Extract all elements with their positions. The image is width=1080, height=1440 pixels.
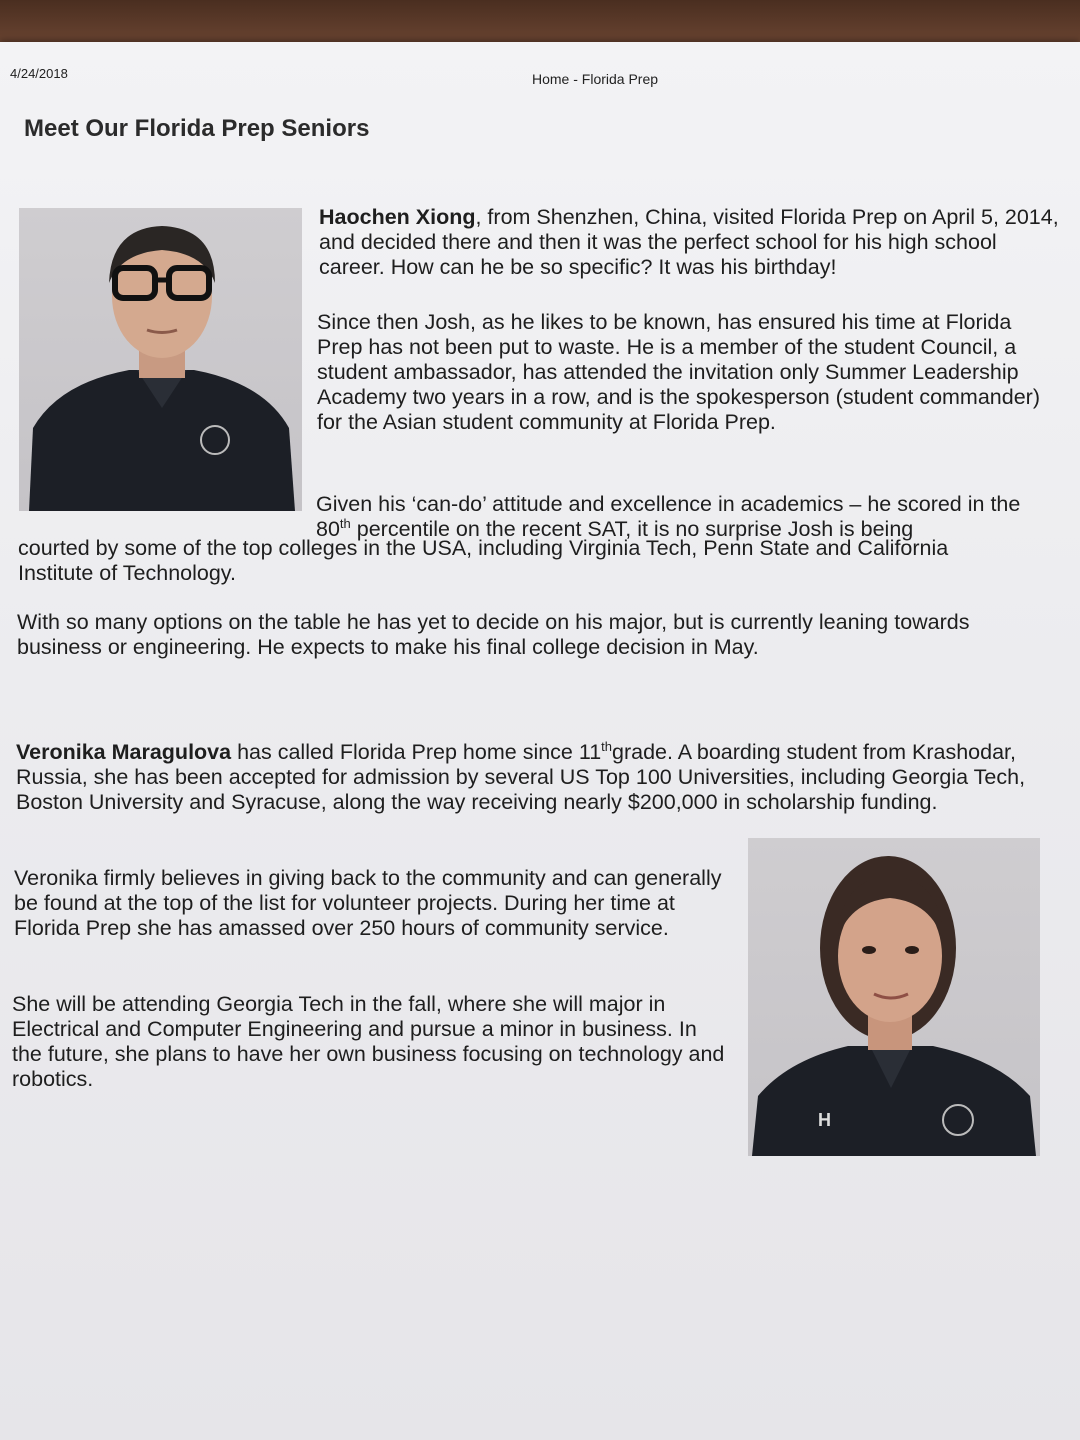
student2-paragraph-2: Veronika firmly believes in giving back to the community and can generally be found at the top of the list for volunteer projects. During her time at Florida Prep she has amassed over 250 hours of community service. <box>14 866 722 940</box>
student1-paragraph-1: Haochen Xiong, from Shenzhen, China, visited Florida Prep on April 5, 2014, and decided there and then it was the perfect school for his high school career. How can he be so specific? It was his birthday! <box>319 205 1059 279</box>
veronika-maragulova-photo <box>748 838 1040 1156</box>
print-date: 4/24/2018 <box>10 66 68 81</box>
svg-text:H: H <box>818 1110 831 1130</box>
student1-paragraph-2: Since then Josh, as he likes to be known, has ensured his time at Florida Prep has not been put to waste. He is a member of the student Council, a student ambassador, has attended the invitation only Summer Leadership Academy two years in a row, and is the spokesperson (student commander) for the Asian student community at Florida Prep. <box>317 310 1040 434</box>
desk-background <box>0 0 1080 46</box>
student1-paragraph-3-continued: courted by some of the top colleges in the USA, including Virginia Tech, Penn State and California Institute of Technology. <box>18 536 949 585</box>
student2-paragraph-1: Veronika Maragulova has called Florida Prep home since 11thgrade. A boarding student from Krashodar, Russia, she has been accepted for admission by several US Top 100 Universities, including Georgia Tech, Boston University and Syracuse, along the way receiving nearly $200,000 in scholarship funding. <box>16 738 1026 814</box>
student1-name: Haochen Xiong <box>319 205 476 229</box>
haochen-xiong-photo <box>19 208 302 511</box>
student2-name: Veronika Maragulova <box>16 740 232 764</box>
page-title: Meet Our Florida Prep Seniors <box>24 115 370 142</box>
student1-paragraph-3: Given his ‘can-do’ attitude and excellence in academics – he scored in the 80th percentile on the recent SAT, it is no surprise Josh is being <box>316 492 1021 541</box>
student1-paragraph-4: With so many options on the table he has yet to decide on his major, but is currently leaning towards business or engineering. He expects to make his final college decision in May. <box>17 610 970 659</box>
student2-paragraph-3: She will be attending Georgia Tech in the fall, where she will major in Electrical and Computer Engineering and pursue a minor in business. In the future, she plans to have her own business focusing on technology and robotics. <box>12 992 725 1091</box>
print-header-title: Home - Florida Prep <box>532 71 659 87</box>
